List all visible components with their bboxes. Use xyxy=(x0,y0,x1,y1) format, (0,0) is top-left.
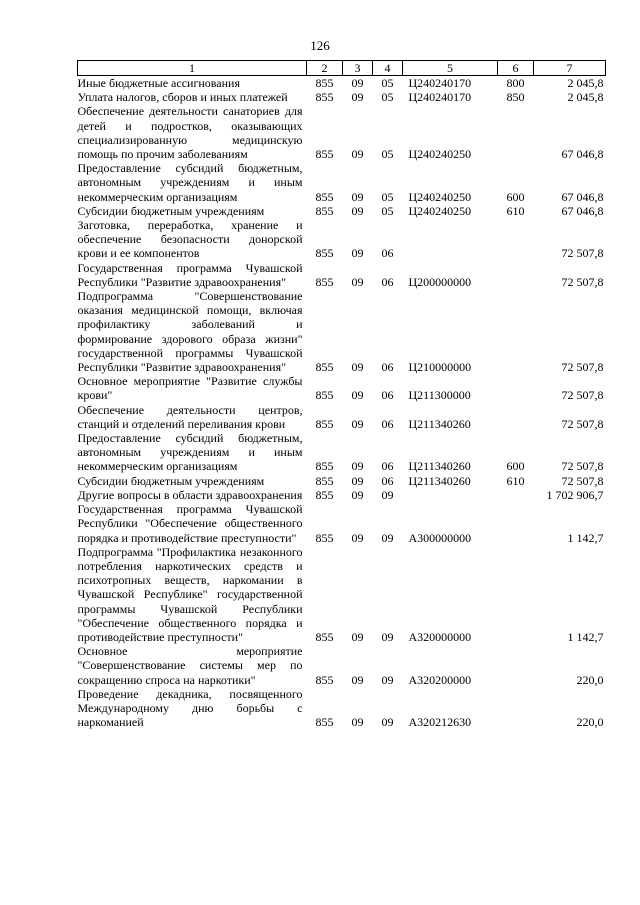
row-subsection: 06 xyxy=(381,388,394,403)
row-expense-type xyxy=(498,488,534,502)
row-subsection: 09 xyxy=(381,629,394,644)
row-name: Другие вопросы в области здравоохранения xyxy=(77,487,303,502)
row-amount: 67 046,8 xyxy=(561,203,604,218)
table-row xyxy=(78,403,606,431)
row-expense-type: 850 xyxy=(506,90,525,105)
row-target-article: Ц240240170 xyxy=(408,76,472,90)
table-row xyxy=(78,218,606,261)
row-target-article: Ц211340260 xyxy=(408,416,471,431)
row-subsection: 06 xyxy=(381,459,394,474)
row-admin-code: 855 xyxy=(315,76,334,90)
row-name: Обеспечение деятельности санаториев для детей и подростков, оказывающих специализированную медицинскую помощь по прочим заболеваниям xyxy=(77,104,303,162)
row-admin-code: 855 xyxy=(315,246,334,261)
row-admin-code: 855 xyxy=(315,473,334,488)
row-amount: 72 507,8 xyxy=(561,459,604,474)
row-section: 09 xyxy=(351,274,364,289)
row-amount: 72 507,8 xyxy=(561,274,604,289)
row-expense-type xyxy=(498,289,534,374)
row-expense-type: 600 xyxy=(506,189,525,204)
row-expense-type xyxy=(498,545,534,644)
header-cell: 6 xyxy=(498,61,534,76)
row-name: Основное мероприятие "Развитие службы крови" xyxy=(77,374,303,403)
row-subsection: 06 xyxy=(381,274,394,289)
row-section: 09 xyxy=(351,672,364,687)
row-section: 09 xyxy=(351,629,364,644)
row-section: 09 xyxy=(351,76,364,90)
row-subsection: 09 xyxy=(381,672,394,687)
row-admin-code: 855 xyxy=(315,530,334,545)
header-cell: 5 xyxy=(403,61,498,76)
row-expense-type xyxy=(498,261,534,289)
row-name: Уплата налогов, сборов и иных платежей xyxy=(77,90,288,105)
row-target-article: А320200000 xyxy=(408,672,472,687)
row-admin-code: 855 xyxy=(315,90,334,105)
row-amount: 67 046,8 xyxy=(561,189,604,204)
row-target-article: Ц240240250 xyxy=(408,147,472,162)
row-expense-type: 610 xyxy=(506,473,525,488)
row-admin-code: 855 xyxy=(315,189,334,204)
row-subsection: 06 xyxy=(381,416,394,431)
row-target-article: Ц211300000 xyxy=(408,388,471,403)
row-name: Проведение декадника, посвященного Международному дню борьбы с наркоманией xyxy=(77,686,303,730)
row-target-article: Ц240240250 xyxy=(408,203,472,218)
row-target-article: А320212630 xyxy=(408,715,472,730)
row-expense-type xyxy=(498,104,534,161)
budget-table xyxy=(77,60,606,729)
row-subsection: 09 xyxy=(381,487,394,502)
row-name: Подпрограмма "Профилактика незаконного потребления наркотических средств и психотропных веществ, наркомании в Чувашской Республике" государственной программы Чувашской Республики "Обеспечение общественного порядка и противодействие преступности" xyxy=(77,544,303,644)
row-section: 09 xyxy=(351,203,364,218)
row-expense-type xyxy=(498,502,534,545)
row-target-article xyxy=(403,488,498,502)
row-amount: 220,0 xyxy=(576,715,604,730)
row-amount: 2 045,8 xyxy=(567,90,604,105)
row-expense-type xyxy=(498,374,534,402)
row-name: Предоставление субсидий бюджетным, автономным учреждениям и иным некоммерческим организациям xyxy=(77,161,303,204)
row-target-article: Ц211340260 xyxy=(408,459,471,474)
header-cell: 1 xyxy=(78,61,307,76)
row-subsection: 05 xyxy=(381,90,394,105)
row-admin-code: 855 xyxy=(315,672,334,687)
row-amount: 220,0 xyxy=(576,672,604,687)
row-amount: 72 507,8 xyxy=(561,246,604,261)
row-name: Заготовка, переработка, хранение и обеспечение безопасности донорской крови и ее компонентов xyxy=(77,218,303,261)
page-number: 126 xyxy=(310,38,330,53)
row-section: 09 xyxy=(351,530,364,545)
row-admin-code: 855 xyxy=(315,147,334,162)
row-subsection: 05 xyxy=(381,147,394,162)
row-section: 09 xyxy=(351,416,364,431)
row-admin-code: 855 xyxy=(315,274,334,289)
row-section: 09 xyxy=(351,90,364,105)
table-row xyxy=(78,687,606,730)
row-admin-code: 855 xyxy=(315,203,334,218)
row-subsection: 06 xyxy=(381,360,394,375)
row-name: Обеспечение деятельности центров, станций и отделений переливания крови xyxy=(77,402,303,431)
header-cell: 2 xyxy=(307,61,343,76)
row-amount: 1 142,7 xyxy=(567,629,604,644)
row-name: Иные бюджетные ассигнования xyxy=(77,76,240,90)
row-subsection: 05 xyxy=(381,203,394,218)
row-subsection: 05 xyxy=(381,76,394,90)
row-amount: 1 702 906,7 xyxy=(546,487,604,502)
table-row xyxy=(78,289,606,374)
row-expense-type: 800 xyxy=(506,76,525,90)
row-name: Субсидии бюджетным учреждениям xyxy=(77,473,265,488)
row-subsection: 06 xyxy=(381,473,394,488)
table-row xyxy=(78,76,606,91)
header-cell: 7 xyxy=(534,61,606,76)
row-name: Государственная программа Чувашской Республики "Обеспечение общественного порядка и противодействие преступности" xyxy=(77,502,303,545)
header-cell: 4 xyxy=(373,61,403,76)
row-subsection: 06 xyxy=(381,246,394,261)
row-target-article: Ц240240250 xyxy=(408,189,472,204)
row-amount: 72 507,8 xyxy=(561,388,604,403)
table-row xyxy=(78,502,606,545)
table-row xyxy=(78,644,606,687)
row-admin-code: 855 xyxy=(315,360,334,375)
row-admin-code: 855 xyxy=(315,487,334,502)
row-expense-type xyxy=(498,403,534,431)
table-row xyxy=(78,431,606,474)
row-subsection: 09 xyxy=(381,715,394,730)
row-section: 09 xyxy=(351,147,364,162)
row-name: Государственная программа Чувашской Республики "Развитие здравоохранения" xyxy=(77,260,303,289)
table-row xyxy=(78,488,606,502)
row-section: 09 xyxy=(351,360,364,375)
row-target-article: Ц240240170 xyxy=(408,90,472,105)
row-name: Субсидии бюджетным учреждениям xyxy=(77,203,265,218)
row-admin-code: 855 xyxy=(315,459,334,474)
row-admin-code: 855 xyxy=(315,416,334,431)
table-body xyxy=(78,76,606,730)
row-amount: 1 142,7 xyxy=(567,530,604,545)
row-target-article: Ц210000000 xyxy=(408,360,472,375)
table-header xyxy=(78,61,606,76)
row-name: Подпрограмма "Совершенствование оказания медицинской помощи, включая профилактику заболеваний и формирование здорового образа жизни" государственной программы Чувашской Республики "Развитие здравоохранения" xyxy=(77,289,303,375)
row-admin-code: 855 xyxy=(315,629,334,644)
row-section: 09 xyxy=(351,459,364,474)
row-admin-code: 855 xyxy=(315,388,334,403)
row-target-article: Ц211340260 xyxy=(408,473,471,488)
row-subsection: 05 xyxy=(381,189,394,204)
row-amount: 72 507,8 xyxy=(561,360,604,375)
row-target-article xyxy=(403,218,498,261)
row-expense-type: 600 xyxy=(506,459,525,474)
header-cell: 3 xyxy=(343,61,373,76)
row-name: Предоставление субсидий бюджетным, автономным учреждениям и иным некоммерческим организациям xyxy=(77,431,303,474)
row-expense-type: 610 xyxy=(506,203,525,218)
table-row xyxy=(78,90,606,104)
row-name: Основное мероприятие "Совершенствование системы мер по сокращению спроса на наркотики" xyxy=(77,644,303,687)
table-row xyxy=(78,545,606,644)
row-target-article: Ц200000000 xyxy=(408,274,472,289)
row-section: 09 xyxy=(351,715,364,730)
row-target-article: А320000000 xyxy=(408,629,472,644)
row-section: 09 xyxy=(351,487,364,502)
row-subsection: 09 xyxy=(381,530,394,545)
row-amount: 67 046,8 xyxy=(561,147,604,162)
row-expense-type xyxy=(498,687,534,730)
row-amount: 72 507,8 xyxy=(561,473,604,488)
row-expense-type xyxy=(498,218,534,261)
row-amount: 2 045,8 xyxy=(567,76,604,90)
table-row xyxy=(78,161,606,204)
table-row xyxy=(78,204,606,218)
table-row xyxy=(78,374,606,402)
row-section: 09 xyxy=(351,473,364,488)
row-section: 09 xyxy=(351,189,364,204)
table-row xyxy=(78,474,606,488)
row-amount: 72 507,8 xyxy=(561,416,604,431)
table-row xyxy=(78,261,606,289)
row-target-article: А300000000 xyxy=(408,530,472,545)
row-expense-type xyxy=(498,644,534,687)
row-admin-code: 855 xyxy=(315,715,334,730)
row-section: 09 xyxy=(351,246,364,261)
table-row xyxy=(78,104,606,161)
row-section: 09 xyxy=(351,388,364,403)
